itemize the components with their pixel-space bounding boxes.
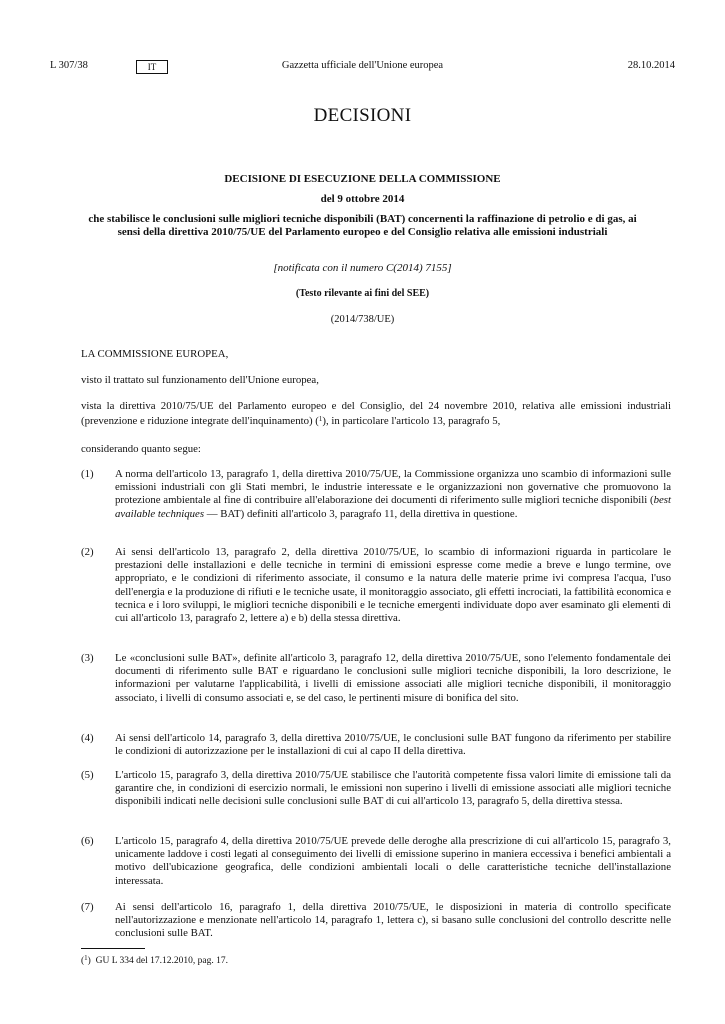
footnote: ($^1$) GU L 334 del 17.12.2010, pag. 17. bbox=[81, 954, 228, 966]
recital-number: (1) bbox=[81, 468, 94, 480]
recital-number: (6) bbox=[81, 835, 94, 847]
preamble-authority: LA COMMISSIONE EUROPEA, bbox=[81, 348, 229, 360]
recital-text: L'articolo 15, paragrafo 3, della direttiva 2010/75/UE stabilisce che l'autorità competente fissa valori limite di emissione tali da garantire che, in condizioni di esercizio normali, le emissioni non superino i livelli di emissione associati alle migliori tecniche disponibili indicati nelle decisioni sulle conclusioni sulle BAT di cui all'articolo 13, paragrafo 5, della direttiva stessa. bbox=[115, 769, 671, 808]
decision-title: DECISIONE DI ESECUZIONE DELLA COMMISSIONE bbox=[224, 173, 501, 185]
section-title: DECISIONI bbox=[313, 105, 412, 126]
recital-text: Le «conclusioni sulle BAT», definite all'articolo 3, paragrafo 12, della direttiva 2010/75/UE, sono l'elemento fondamentale dei documenti di riferimento sulle BAT e riguardano le conclusioni sulle migliori tecniche disponibili, la loro descrizione, le informazioni per valutarne l'applicabilità, i livelli di emissione associati alle migliori tecniche disponibili, il monitoraggio associato, i livelli di consumo associati e, se del caso, le pertinenti misure di bonifica del sito. bbox=[115, 652, 671, 704]
preamble-whereas: considerando quanto segue: bbox=[81, 443, 201, 455]
recital-number: (2) bbox=[81, 546, 94, 558]
recital-text: Ai sensi dell'articolo 13, paragrafo 2, della direttiva 2010/75/UE, lo scambio di informazioni riguarda in particolare le prestazioni delle installazioni e delle tecniche in termini di emissioni espresse come medie a breve e lungo termine, ove appropriato, e le condizioni di riferimento associate, il consumo e la natura delle materie prime ivi compresa l'acqua, l'uso dell'energia e la produzione di rifiuti e le tecniche usate, il monitoraggio associato, gli effetti incrociati, la fattibilità economica e tecnica e i loro sviluppi, le migliori tecniche disponibili e le tecniche emergenti individuate dopo aver esaminato gli elementi di cui all'articolo 13, paragrafo 2, lettere a) e b) della stessa direttiva. bbox=[115, 546, 671, 625]
recital-number: (5) bbox=[81, 769, 94, 781]
decision-subject: che stabilisce le conclusioni sulle migliori tecniche disponibili (BAT) concernenti la raffinazione di petrolio e di gas, ai sensi della direttiva 2010/75/UE del Parlamento europeo e del Consiglio relativa alle emissioni industriali bbox=[88, 213, 637, 238]
footnote-divider bbox=[81, 948, 145, 949]
preamble-directive: vista la direttiva 2010/75/UE del Parlamento europeo e del Consiglio, del 24 novembre 2010, relativa alle emissioni industriali (prevenzione e riduzione integrate dell'inquinamento) ($^1$), in particolare l'articolo 13, paragrafo 5, bbox=[81, 400, 671, 427]
decision-number: (2014/738/UE) bbox=[330, 314, 395, 325]
page-reference: L 307/38 bbox=[50, 60, 88, 71]
journal-name: Gazzetta ufficiale dell'Unione europea bbox=[281, 60, 444, 71]
notification-number: [notificata con il numero C(2014) 7155] bbox=[273, 262, 452, 274]
publication-date: 28.10.2014 bbox=[627, 60, 675, 71]
recital-number: (3) bbox=[81, 652, 94, 664]
recital-text: Ai sensi dell'articolo 16, paragrafo 1, della direttiva 2010/75/UE, le disposizioni in materia di controllo specificate nell'autorizzazione e menzionate nell'articolo 14, paragrafo 1, lettera c), si basano sulle conclusioni del controllo descritte nelle conclusioni sulle BAT. bbox=[115, 901, 671, 940]
recital-text: Ai sensi dell'articolo 14, paragrafo 3, della direttiva 2010/75/UE, le conclusioni sulle BAT fungono da riferimento per stabilire le condizioni di autorizzazione per le installazioni di cui al capo II della direttiva. bbox=[115, 732, 671, 758]
recital-number: (7) bbox=[81, 901, 94, 913]
eea-relevance: (Testo rilevante ai fini del SEE) bbox=[295, 288, 430, 299]
footnote-reference: 1 bbox=[318, 415, 323, 423]
language-badge: IT bbox=[136, 60, 168, 74]
preamble-treaty: visto il trattato sul funzionamento dell'Unione europea, bbox=[81, 374, 319, 386]
recital-text: A norma dell'articolo 13, paragrafo 1, della direttiva 2010/75/UE, la Commissione organizza uno scambio di informazioni sulle emissioni industriali con gli Stati membri, le industrie interessate e le organizzazioni non governative che promuovono la protezione ambientale al fine di contribuire all'elaborazione dei documenti di riferimento sulle migliori tecniche disponibili (best available techniques — BAT) definiti all'articolo 3, paragrafo 11, della direttiva in questione. bbox=[115, 468, 671, 520]
page-header bbox=[50, 60, 675, 76]
recital-number: (4) bbox=[81, 732, 94, 744]
recital-text: L'articolo 15, paragrafo 4, della direttiva 2010/75/UE prevede delle deroghe alla prescrizione di cui all'articolo 15, paragrafo 3, unicamente laddove i costi legati al conseguimento dei livelli di emissione superino in maniera eccessiva i benefici ambientali a motivo dell'ubicazione geografica, delle condizioni ambientali locali o delle caratteristiche tecniche dell'installazione interessata. bbox=[115, 835, 671, 887]
decision-date: del 9 ottobre 2014 bbox=[320, 193, 405, 205]
